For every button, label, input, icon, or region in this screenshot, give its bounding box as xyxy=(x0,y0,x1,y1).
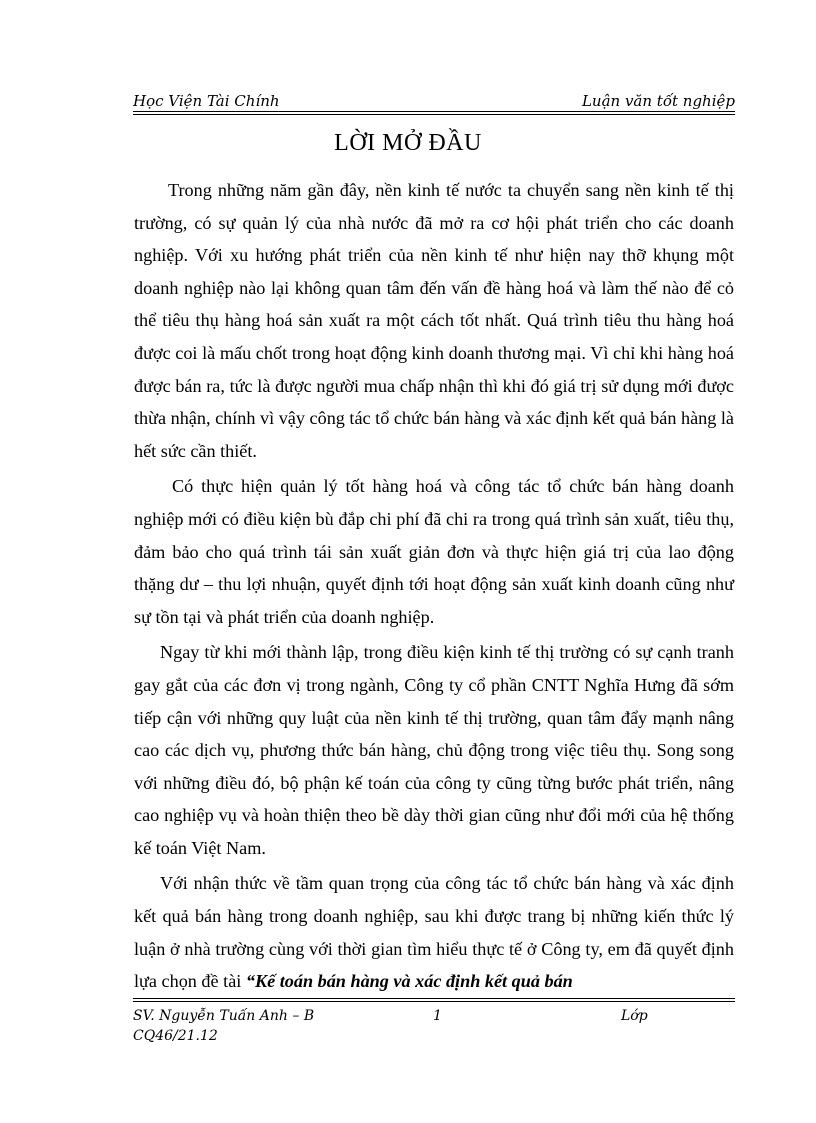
footer-student-name: SV. Nguyễn Tuấn Anh – B CQ46/21.12 xyxy=(133,1008,315,1044)
body-text xyxy=(134,174,734,998)
footer-double-rule xyxy=(133,998,735,1002)
page-header xyxy=(133,88,735,110)
paragraph-4 xyxy=(134,867,734,997)
header-double-rule xyxy=(133,111,735,115)
page-number: 1 xyxy=(433,1008,442,1024)
header-institution: Học Viện Tài Chính xyxy=(133,92,280,110)
paragraph-2: Có thực hiện quản lý tốt hàng hoá và công tác tổ chức bán hàng doanh nghiệp mới có điều kiện bù đắp chi phí đã chi ra trong quá trình sản xuất, tiêu thụ, đảm bảo cho quá trình tái sản xuất giản đơn và thực hiện giá trị của lao động thặng dư – thu lợi nhuận, quyết định tới hoạt động sản xuất kinh doanh cũng như sự tồn tại và phát triển của doanh nghiệp. xyxy=(134,476,734,627)
header-document-type: Luận văn tốt nghiệp xyxy=(581,92,735,110)
thesis-topic-emphasis: “Kế toán bán hàng và xác định kết quả bán xyxy=(245,971,573,992)
page-title: LỜI MỞ ĐẦU xyxy=(334,130,482,156)
footer-class-label: Lớp xyxy=(621,1008,648,1024)
paragraph-1: Trong những năm gần đây, nền kinh tế nước ta chuyển sang nền kinh tế thị trường, có sự quản lý của nhà nước đã mở ra cơ hội phát triển cho các doanh nghiệp. Với xu hướng phát triển của nền kinh tế như hiện nay thỡ khụng một doanh nghiệp nào lại không quan tâm đến vấn đề hàng hoá và làm thế nào để cỏ thể tiêu thụ hàng hoá sản xuất ra một cách tốt nhất. Quá trình tiêu thu hàng hoá được coi là mấu chốt trong hoạt động kinh doanh thương mại. Vì chỉ khi hàng hoá được bán ra, tức là được người mua chấp nhận thì khi đó giá trị sử dụng mới được thừa nhận, chính vì vậy công tác tổ chức bán hàng và xác định kết quả bán hàng là hết sức cần thiết. xyxy=(134,180,735,461)
paragraph-4-text: Với nhận thức về tầm quan trọng của công tác tổ chức bán hàng và xác định kết quả bán hàng trong doanh nghiệp, sau khi được trang bị những kiến thức lý luận ở nhà trường cùng với thời gian tìm hiểu thực tế ở Công ty, em đã quyết định lựa chọn đề tài xyxy=(134,873,734,992)
paragraph-3: Ngay từ khi mới thành lập, trong điều kiện kinh tế thị trường có sự cạnh tranh gay gắt của các đơn vị trong ngành, Công ty cổ phần CNTT Nghĩa Hưng đã sớm tiếp cận với những quy luật của nền kinh tế thị trường, quan tâm đẩy mạnh nâng cao các dịch vụ, phương thức bán hàng, chủ động trong việc tiêu thụ. Song song với những điều đó, bộ phận kế toán của công ty cũng từng bước phát triển, nâng cao nghiệp vụ và hoàn thiện theo bề dày thời gian cũng như đổi mới của hệ thống kế toán Việt Nam. xyxy=(134,642,734,858)
